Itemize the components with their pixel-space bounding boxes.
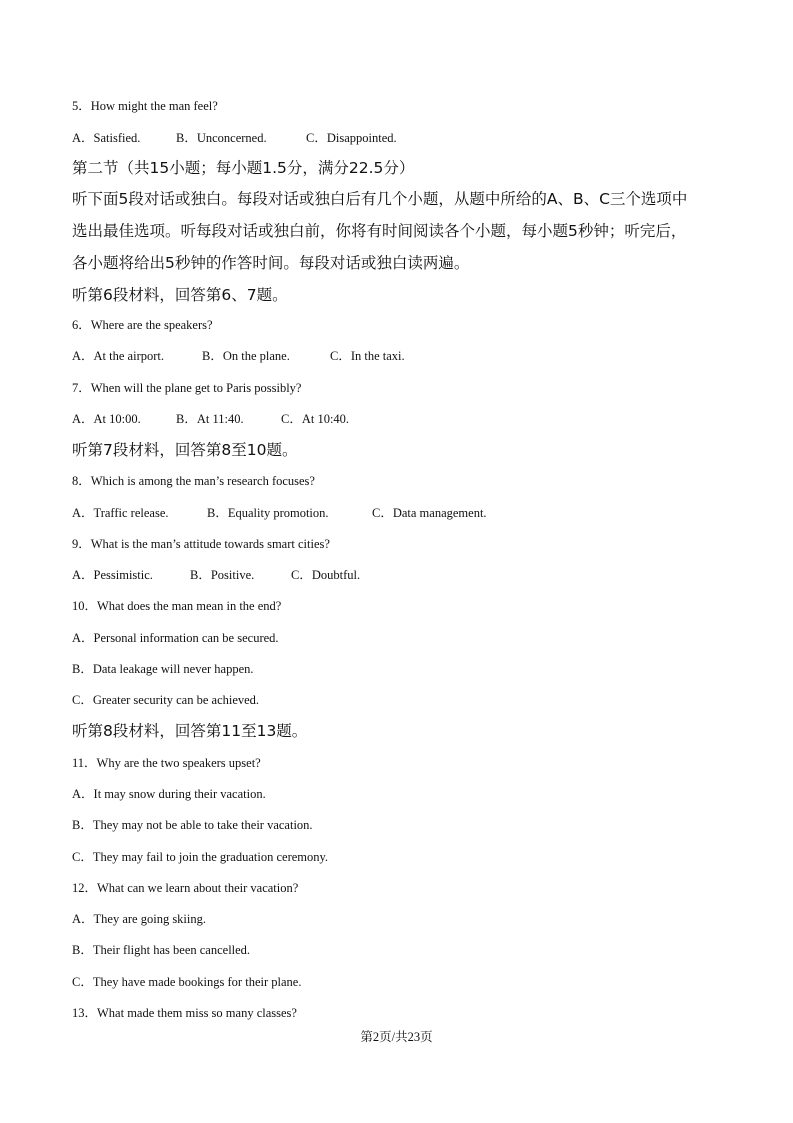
question-10-stem: 10．What does the man mean in the end?	[72, 599, 282, 613]
option-c: C．At 10:40.	[281, 412, 350, 426]
question-8-stem: 8．Which is among the man’s research focuses?	[72, 474, 315, 488]
question-10-option-b: B．Data leakage will never happen.	[72, 662, 254, 676]
option-a: A．At 10:00.	[72, 412, 141, 426]
option-b: B．Equality promotion.	[207, 506, 329, 520]
question-7-stem: 7．When will the plane get to Paris possibly?	[72, 381, 302, 395]
question-12-option-b: B．Their flight has been cancelled.	[72, 943, 251, 957]
section-title: 第二节（共15小题；每小题1.5分，满分22.5分）	[72, 159, 415, 177]
question-9-stem: 9．What is the man’s attitude towards smart cities?	[72, 537, 330, 551]
question-9-options	[72, 567, 360, 583]
question-11-stem: 11．Why are the two speakers upset?	[72, 756, 261, 770]
question-7-options	[72, 411, 349, 427]
option-b: B．At 11:40.	[176, 412, 244, 426]
page-number: 第2页/共23页	[360, 1030, 433, 1044]
question-13-stem: 13．What made them miss so many classes?	[72, 1006, 297, 1020]
option-a: A．Satisfied.	[72, 131, 141, 145]
question-10-option-c: C．Greater security can be achieved.	[72, 693, 260, 707]
question-8-options	[72, 505, 487, 521]
option-c: C．In the taxi.	[330, 349, 405, 363]
question-5-options	[72, 130, 397, 146]
section-instruction-line-1: 听下面5段对话或独白。每段对话或独白后有几个小题，从题中所给的A、B、C三个选项中	[72, 190, 688, 208]
question-6-options	[72, 348, 405, 364]
option-c: C．Disappointed.	[306, 131, 397, 145]
question-6-stem: 6．Where are the speakers?	[72, 318, 213, 332]
option-b: B．Unconcerned.	[176, 131, 267, 145]
question-10-option-a: A．Personal information can be secured.	[72, 631, 279, 645]
question-12-option-a: A．They are going skiing.	[72, 912, 207, 926]
question-12-option-c: C．They have made bookings for their plane.	[72, 975, 302, 989]
question-12-stem: 12．What can we learn about their vacation?	[72, 881, 299, 895]
option-a: A．Pessimistic.	[72, 568, 153, 582]
option-c: C．Data management.	[372, 506, 487, 520]
option-b: B．On the plane.	[202, 349, 290, 363]
question-11-option-c: C．They may fail to join the graduation ceremony.	[72, 850, 329, 864]
passage-6-heading: 听第6段材料，回答第6、7题。	[72, 286, 288, 304]
question-11-option-a: A．It may snow during their vacation.	[72, 787, 266, 801]
section-instruction-line-2: 选出最佳选项。听每段对话或独白前，你将有时间阅读各个小题，每小题5秒钟；听完后，	[72, 222, 687, 240]
section-instruction-line-3: 各小题将给出5秒钟的作答时间。每段对话或独白读两遍。	[72, 254, 470, 272]
passage-7-heading: 听第7段材料，回答第8至10题。	[72, 441, 298, 459]
question-11-option-b: B．They may not be able to take their vacation.	[72, 818, 313, 832]
question-5-stem: 5．How might the man feel?	[72, 99, 218, 113]
option-b: B．Positive.	[190, 568, 255, 582]
passage-8-heading: 听第8段材料，回答第11至13题。	[72, 722, 308, 740]
option-a: A．At the airport.	[72, 349, 164, 363]
option-c: C．Doubtful.	[291, 568, 361, 582]
option-a: A．Traffic release.	[72, 506, 169, 520]
